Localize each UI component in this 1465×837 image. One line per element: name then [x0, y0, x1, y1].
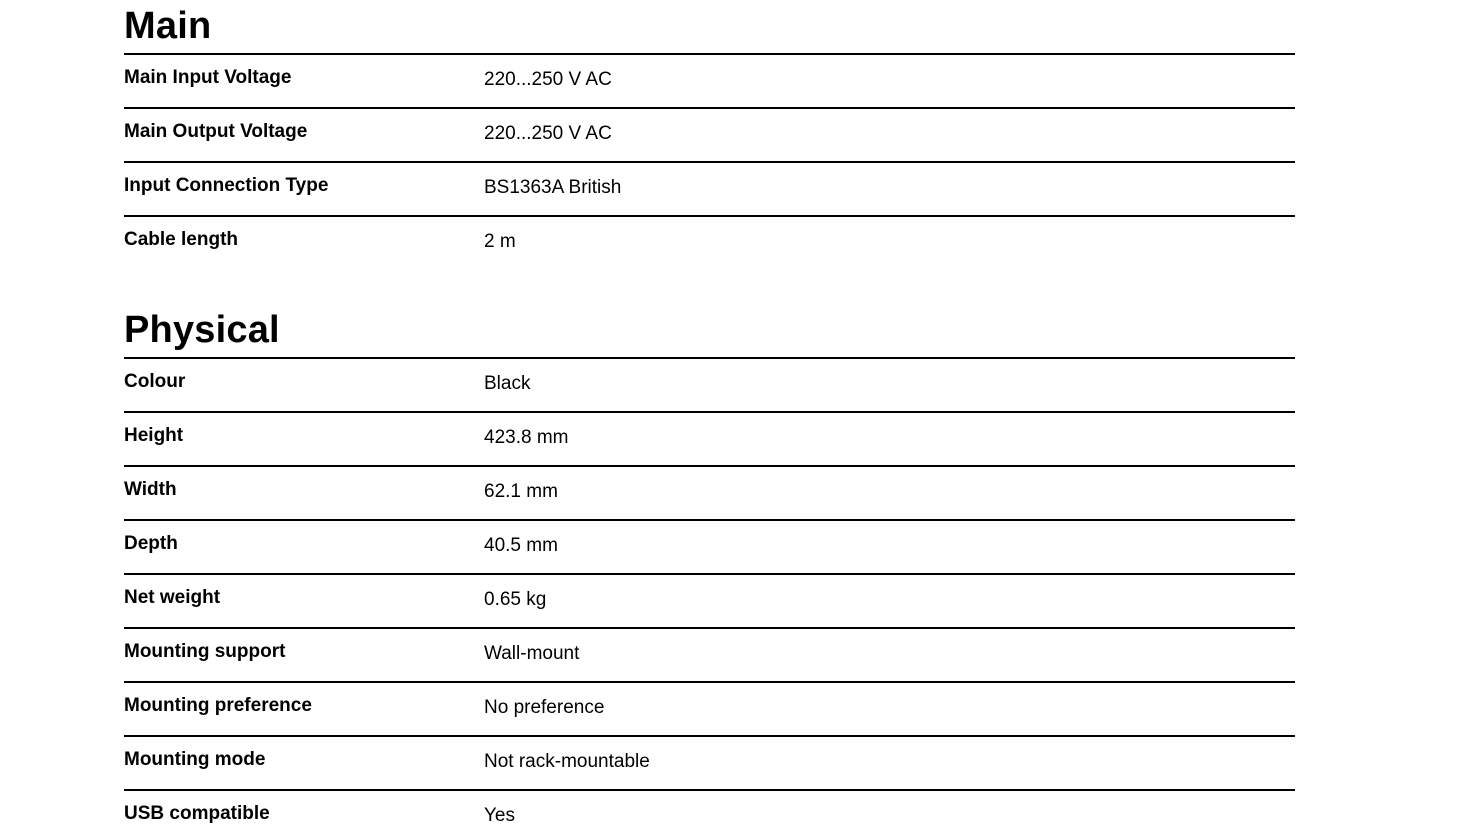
spec-value: 0.65 kg — [484, 589, 547, 610]
spec-value: Not rack-mountable — [484, 751, 650, 772]
spec-label: Cable length — [124, 229, 239, 250]
spec-row-depth — [124, 521, 1295, 575]
section-main — [124, 0, 1295, 271]
spec-row-main-input-voltage — [124, 55, 1295, 109]
section-physical — [124, 304, 1295, 837]
spec-value: 220...250 V AC — [484, 69, 612, 90]
spec-label: Mounting mode — [124, 749, 266, 770]
spec-label: USB compatible — [124, 803, 270, 824]
spec-row-width — [124, 467, 1295, 521]
spec-label: Depth — [124, 533, 178, 554]
spec-label: Colour — [124, 371, 186, 392]
spec-label: Width — [124, 479, 177, 500]
spec-label: Net weight — [124, 587, 221, 608]
spec-label: Input Connection Type — [124, 175, 329, 196]
spec-row-net-weight — [124, 575, 1295, 629]
section-title: Main — [124, 0, 1295, 55]
spec-value: 423.8 mm — [484, 427, 569, 448]
spec-row-main-output-voltage — [124, 109, 1295, 163]
spec-value: Black — [484, 373, 531, 394]
spec-value: 40.5 mm — [484, 535, 558, 556]
spec-value: 62.1 mm — [484, 481, 558, 502]
spec-label: Height — [124, 425, 184, 446]
spec-row-mounting-support — [124, 629, 1295, 683]
section-title: Physical — [124, 304, 1295, 359]
spec-value: No preference — [484, 697, 605, 718]
spec-label: Mounting preference — [124, 695, 312, 716]
spec-row-height — [124, 413, 1295, 467]
spec-value: Yes — [484, 805, 515, 826]
spec-label: Mounting support — [124, 641, 286, 662]
spec-label: Main Output Voltage — [124, 121, 308, 142]
spec-value: 2 m — [484, 231, 516, 252]
spec-row-colour — [124, 359, 1295, 413]
spec-value: Wall-mount — [484, 643, 580, 664]
spec-value: BS1363A British — [484, 177, 622, 198]
spec-row-mounting-mode — [124, 737, 1295, 791]
spec-row-input-connection-type — [124, 163, 1295, 217]
spec-label: Main Input Voltage — [124, 67, 292, 88]
spec-row-mounting-preference — [124, 683, 1295, 737]
spec-row-usb-compatible — [124, 791, 1295, 837]
spec-row-cable-length — [124, 217, 1295, 271]
spec-value: 220...250 V AC — [484, 123, 612, 144]
